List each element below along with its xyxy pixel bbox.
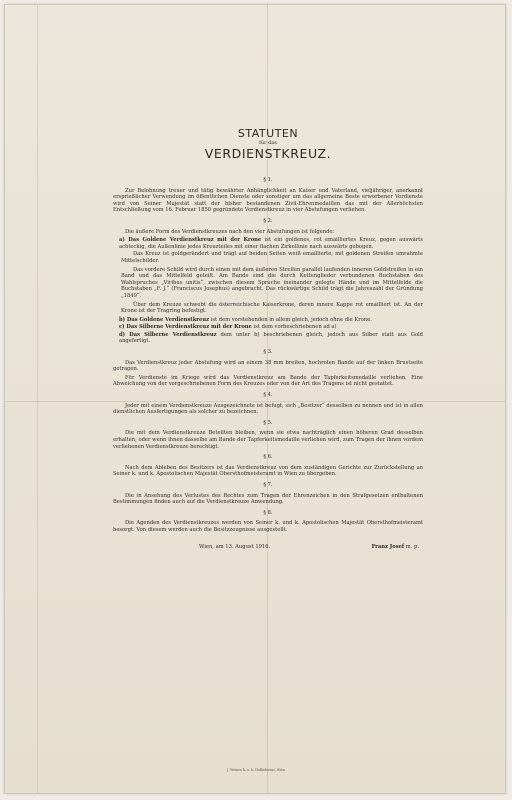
section-number: § 4. [263, 392, 273, 399]
date-line: Wien, am 13. August 1916. [199, 543, 271, 550]
section-number: § 8. [263, 509, 273, 516]
section-6-text: Nach dem Ableben des Besitzers ist das Verdienstkreuz von dem zuständigen Gerichte zur Zurückstellung an Seiner k. und k. Apostolischen Majestät Obersthofmeisteramt in Wien zu übergeben. [113, 464, 423, 478]
section-2-paragraph: Das Kreuz ist goldgerändert und trägt auf beiden Seiten weiß emaillierte, mit goldenen Streifen umrahmte Mittelschilder. [121, 251, 423, 264]
document-sheet [4, 4, 506, 794]
section-number: § 5. [263, 419, 273, 426]
signature-name: Franz Josef [371, 543, 405, 550]
section-2-item-b [113, 317, 423, 324]
section-1-text: Zur Belohnung treuer und tätig bewährter Anhänglichkeit an Kaiser und Vaterland, vieljähriger, anerkannt ersprießlicher Verwendung im öffentlichen Dienste oder sonstiger um das allgemeine Beste erworbener Verdienste wird von Seiner Majestät statt der bisher bestandenen Zivil-Ehrenmedaillen das mit der Allerhöchsten Entschließung vom 16. Februar 1850 gegründete Verdienstkreuz in vier Abstufungen verliehen. [113, 187, 423, 214]
section-8-text: Die Agenden des Verdienstkreuzes werden von Seiner k. und k. Apostolischen Majestät Obersthofmeisteramt besorgt. Von diesem werden auch die Besitzzeugnisse ausgestellt. [113, 520, 423, 533]
section-7-text: Die in Ansehung des Verlustes des Rechtes zum Tragen der Ehrenzeichen in den Strafgesetzen enthaltenen Bestimmungen finden auch auf die Verdienstkreuze Anwendung. [113, 492, 423, 506]
signature-suffix: m. p. [404, 543, 419, 550]
item-d-text: dem unter b) beschriebenen gleich, jedoch aus Silber statt aus Gold angefertigt. [119, 331, 423, 345]
section-number: § 2. [263, 217, 273, 224]
section-3-text: Das Verdienstkreuz jeder Abstufung wird an einem 38 mm breiten, hochroten Bande auf der linken Brustseite getragen. [113, 359, 423, 373]
item-c-text: ist dem vorbeschriebenen ad a) [251, 324, 337, 331]
signature [372, 544, 419, 551]
item-a-label: a) Das Goldene Verdienstkreuz mit der Krone [119, 237, 262, 244]
section-2-intro: Die äußere Form des Verdienstkreuzes nach den vier Abstufungen ist folgende: [125, 228, 335, 235]
section-2-item-a [113, 237, 423, 250]
section-number: § 3. [263, 349, 273, 356]
item-d-label: d) Das Silberne Verdienstkreuz [119, 331, 217, 338]
section-5-text: Die mit dem Verdienstkreuze Beteilten bleiben, wenn sie etwa nachträglich einen höheren Grad desselben erhalten, oder wenn ihnen dasselbe am Bande der Tapferkeitsmedaille verliehen wird, zum Tragen der ihnen vordem verliehenen Verdienstkreuze berechtigt. [113, 430, 423, 450]
section-number: § 6. [263, 454, 273, 461]
section-2-item-d [113, 332, 423, 345]
fold-line [37, 5, 38, 793]
section-4-text: Jeder mit einem Verdienstkreuze Ausgezeichnete ist befugt, sich „Besitzer“ desselben zu nennen und ist in allen dienstlichen Ausfertigungen als solcher zu bezeichnen. [113, 402, 423, 416]
printer-imprint: J. Weiner, k. u. k. Hoflieferant, Wien [227, 768, 285, 772]
section-number: § 7. [263, 481, 273, 488]
date-signature-row [113, 544, 423, 551]
title-statuten: STATUTEN [237, 127, 299, 140]
title-fuer-das: für das [259, 140, 277, 146]
section-2-paragraph: Das vordere Schild wird durch einen mit dem äußeren Streifen parallel laufenden inneren Goldstreifen in ein Band und das Mittelfeld geteilt. Am Bande sind die durch Kettenglieder verbundenen Buchstaben des Wahlspruches „Viribus unitis“, zwischen diesem Spruche ineinander gelegte Hände und im Mittelfelde die Buchstaben „F. J.“ (Franciscus Josephus) angebracht. Das rückwärtige Schild trägt die Jahreszahl der Gründung „1849“. [121, 266, 423, 299]
section-number: § 1. [263, 177, 273, 183]
item-a-text: ist ein goldenes, rot emailliertes Kreuz, gegen auswärts achteckig, die Außenlinie jedes Kreuzteiles mit einer flachen Zirkellinie nach auswärts gebogen. [119, 237, 423, 250]
section-3-text: Für Verdienste im Kriege wird das Verdienstkreuz am Bande der Tapferkeitsmedaille verliehen. Eine Abweichung von der vorgeschriebenen Form des Kreuzes oder von der Art des Tragens ist nicht gestattet. [113, 374, 423, 388]
item-c-label: c) Das Silberne Verdienstkreuz mit der Krone [119, 324, 252, 331]
section-2-item-c [113, 324, 423, 331]
section-2-paragraph: Über dem Kreuze schwebt die österreichische Kaiserkrone, deren innere Kappe rot emailliert ist. An der Krone ist der Tragring befestigt. [121, 301, 423, 315]
item-b-text: ist dem vorstehenden in allem gleich, jedoch ohne die Krone. [209, 316, 372, 323]
title-verdienstkreuz: VERDIENSTKREUZ. [204, 146, 332, 161]
document-body [113, 127, 423, 550]
item-b-label: b) Das Goldene Verdienstkreuz [119, 316, 210, 323]
